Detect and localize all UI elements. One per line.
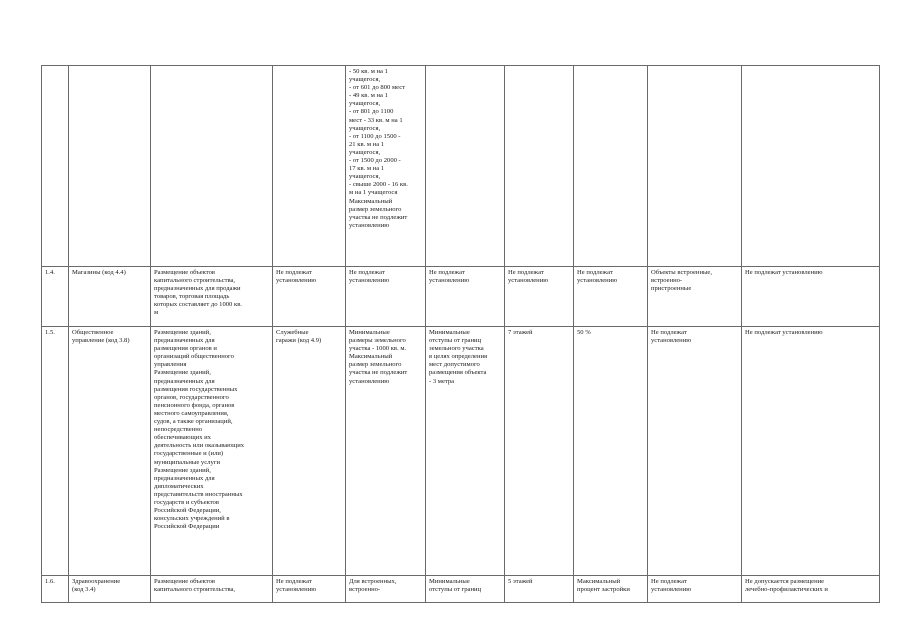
coverage-cell: Не подлежат установлению <box>574 267 648 327</box>
row-number-cell <box>42 66 69 267</box>
setbacks-cell: Не подлежат установлению <box>426 267 505 327</box>
setbacks-cell: Минимальные отступы от границ <box>426 576 505 603</box>
auxiliary-use-cell: Служебные гаражи (код 4.9) <box>273 327 346 576</box>
description-cell: Размещение объектов капитального строительства, <box>151 576 273 603</box>
restrictions-cell: Не подлежат установлению <box>742 327 880 576</box>
auxiliary-use-cell: Не подлежат установлению <box>273 267 346 327</box>
setbacks-cell: Минимальные отступы от границ земельного участка в целях определения мест допустимого размещения объекта - 3 метра <box>426 327 505 576</box>
floors-cell: 5 этажей <box>505 576 574 603</box>
plot-size-cell: Для встроенных, встроенно- <box>346 576 426 603</box>
other-params-cell: Объекты встроенные, встроенно- пристроенные <box>648 267 742 327</box>
restrictions-cell: Не подлежат установлению <box>742 267 880 327</box>
other-params-cell <box>648 66 742 267</box>
auxiliary-use-cell: Не подлежат установлению <box>273 576 346 603</box>
floors-cell: Не подлежат установлению <box>505 267 574 327</box>
table-row <box>42 267 880 327</box>
floors-cell: 7 этажей <box>505 327 574 576</box>
description-cell: Размещение зданий, предназначенных для размещения органов и организаций общественного управления Размещение зданий, предназначенных для размещения государственных органов, государственного пенсионного фонда, органов местного самоуправления, судов, а также организаций, непосредственно обеспечивающих их деятельность или оказывающих государственные и (или) муниципальные услуги Размещение зданий, предназначенных для дипломатических представительств иностранных государств и субъектов Российской Федерации, консульских учреждений в Российской Федерации <box>151 327 273 576</box>
coverage-cell: 50 % <box>574 327 648 576</box>
row-number-cell: 1.5. <box>42 327 69 576</box>
auxiliary-use-cell <box>273 66 346 267</box>
row-number-cell: 1.4. <box>42 267 69 327</box>
plot-size-cell: Не подлежат установлению <box>346 267 426 327</box>
table-row <box>42 576 880 603</box>
land-use-name-cell: Общественное управление (код 3.8) <box>69 327 151 576</box>
land-use-name-cell: Здравоохранение (код 3.4) <box>69 576 151 603</box>
coverage-cell <box>574 66 648 267</box>
other-params-cell: Не подлежат установлению <box>648 576 742 603</box>
land-use-name-cell <box>69 66 151 267</box>
land-use-name-cell: Магазины (код 4.4) <box>69 267 151 327</box>
description-cell: Размещение объектов капитального строительства, предназначенных для продажи товаров, торговая площадь которых составляет до 1000 кв. м <box>151 267 273 327</box>
coverage-cell: Максимальный процент застройки <box>574 576 648 603</box>
row-number-cell: 1.6. <box>42 576 69 603</box>
table-row <box>42 327 880 576</box>
plot-size-cell: - 50 кв. м на 1 учащегося, - от 601 до 800 мест - 49 кв. м на 1 учащегося, - от 801 до 1100 мест - 33 кв. м на 1 учащегося, - от 1100 до 1500 - 21 кв. м на 1 учащегося, - от 1500 до 2000 - 17 кв. м на 1 учащегося, - свыше 2000 - 16 кв. м на 1 учащегося Максимальный размер земельного участка не подлежит установлению <box>346 66 426 267</box>
plot-size-cell: Минимальные размеры земельного участка - 1000 кв. м. Максимальный размер земельного участка не подлежит установлению <box>346 327 426 576</box>
restrictions-cell: Не допускается размещение лечебно-профилактических и <box>742 576 880 603</box>
restrictions-cell <box>742 66 880 267</box>
description-cell <box>151 66 273 267</box>
setbacks-cell <box>426 66 505 267</box>
other-params-cell: Не подлежат установлению <box>648 327 742 576</box>
zoning-regulations-table <box>41 65 880 603</box>
floors-cell <box>505 66 574 267</box>
table-row <box>42 66 880 267</box>
